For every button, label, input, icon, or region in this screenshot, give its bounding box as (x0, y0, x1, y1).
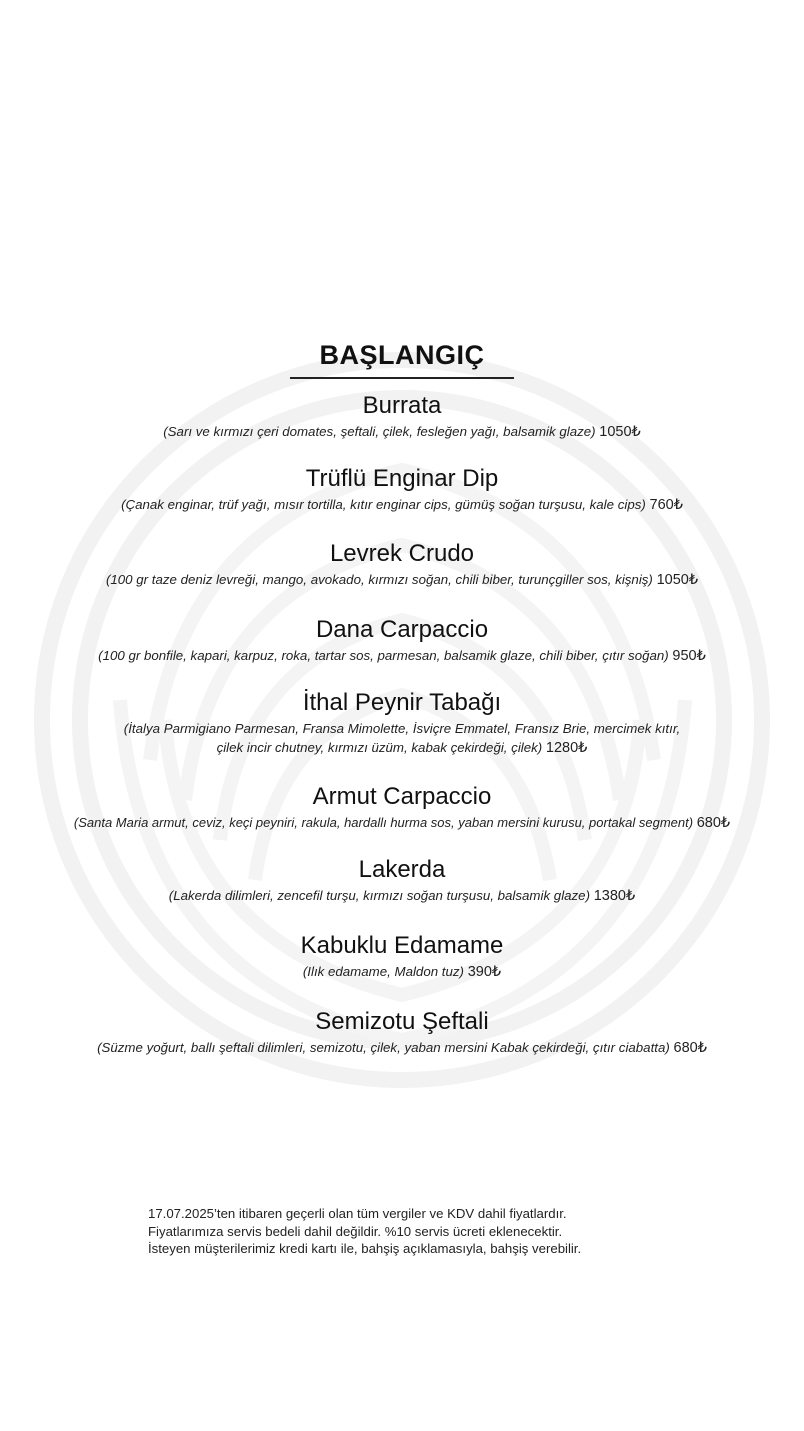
item-name: Semizotu Şeftali (315, 1008, 489, 1035)
item-ingredients: (Süzme yoğurt, ballı şeftali dilimleri, semizotu, çilek, yaban mersini Kabak çekirdeği, çıtır ciabatta) (97, 1040, 670, 1055)
item-price: 390₺ (467, 964, 502, 980)
item-name: Kabuklu Edamame (300, 932, 504, 959)
menu-item-kabuklu-edamame (0, 931, 804, 982)
menu-item-lakerda (0, 855, 804, 906)
item-name: İthal Peynir Tabağı (302, 689, 502, 716)
menu-item-armut-carpaccio (0, 782, 804, 833)
item-price: 950₺ (672, 648, 706, 664)
item-price: 1280₺ (545, 740, 588, 756)
footer-line-service: Fiyatlarımıza servis bedeli dahil değildir. %10 servis ücreti eklenecektir. (148, 1223, 563, 1239)
item-ingredients: (100 gr bonfile, kapari, karpuz, roka, tartar sos, parmesan, balsamik glaze, chili biber, çıtır soğan) (98, 648, 669, 663)
item-price: 1380₺ (593, 888, 636, 904)
item-name: Armut Carpaccio (312, 783, 492, 810)
item-ingredients-line2: çilek incir chutney, kırmızı üzüm, kabak çekirdeği, çilek) (216, 740, 543, 755)
item-ingredients: (Santa Maria armut, ceviz, keçi peyniri, rakula, hardallı hurma sos, yaban mersini kurusu, portakal segment) (73, 815, 694, 830)
item-ingredients: (100 gr taze deniz levreği, mango, avokado, kırmızı soğan, chili biber, turunçgiller sos, kişniş) (105, 572, 653, 587)
item-price: 680₺ (673, 1040, 707, 1056)
item-description (0, 646, 804, 666)
item-price: 1050₺ (656, 572, 699, 588)
item-name: Lakerda (358, 856, 446, 883)
menu-item-truflu-enginar-dip (0, 464, 804, 515)
item-ingredients-line1: (İtalya Parmigiano Parmesan, Fransa Mimolette, İsviçre Emmatel, Fransız Brie, mercimek kıtır, (123, 721, 681, 736)
item-description (0, 495, 804, 515)
footer-line-tax: 17.07.2025’ten itibaren geçerli olan tüm vergiler ve KDV dahil fiyatlardır. (148, 1206, 567, 1221)
menu-item-dana-carpaccio (0, 615, 804, 666)
footer-line-tip: İsteyen müşterilerimiz kredi kartı ile, bahşiş açıklamasıyla, bahşiş verebilir. (148, 1241, 582, 1256)
item-ingredients: (Çanak enginar, trüf yağı, mısır tortilla, kıtır enginar cips, gümüş soğan turşusu, kale cips) (121, 497, 646, 512)
item-description (0, 570, 804, 590)
item-description (0, 813, 804, 833)
item-price: 760₺ (649, 497, 683, 513)
menu-item-ithal-peynir-tabagi (0, 688, 804, 758)
item-name: Burrata (362, 392, 442, 419)
item-ingredients: (Ilık edamame, Maldon tuz) (302, 964, 464, 979)
item-description (0, 962, 804, 982)
item-name: Trüflü Enginar Dip (305, 465, 499, 492)
item-name: Levrek Crudo (329, 540, 475, 567)
item-ingredients: (Sarı ve kırmızı çeri domates, şeftali, çilek, fesleğen yağı, balsamik glaze) (163, 424, 596, 439)
section-title: BAŞLANGIÇ (290, 340, 514, 379)
menu-item-semizotu-seftali (0, 1007, 804, 1058)
item-description (0, 1038, 804, 1058)
item-description (0, 719, 804, 758)
menu-item-burrata (0, 391, 804, 442)
item-price: 1050₺ (599, 424, 641, 440)
item-description (0, 422, 804, 442)
menu-content (0, 340, 804, 1058)
footer-notes (148, 1205, 708, 1258)
item-price: 680₺ (696, 815, 731, 831)
item-ingredients: (Lakerda dilimleri, zencefil turşu, kırmızı soğan turşusu, balsamik glaze) (168, 888, 591, 903)
item-name: Dana Carpaccio (315, 616, 489, 643)
menu-item-levrek-crudo (0, 539, 804, 590)
item-description (0, 886, 804, 906)
